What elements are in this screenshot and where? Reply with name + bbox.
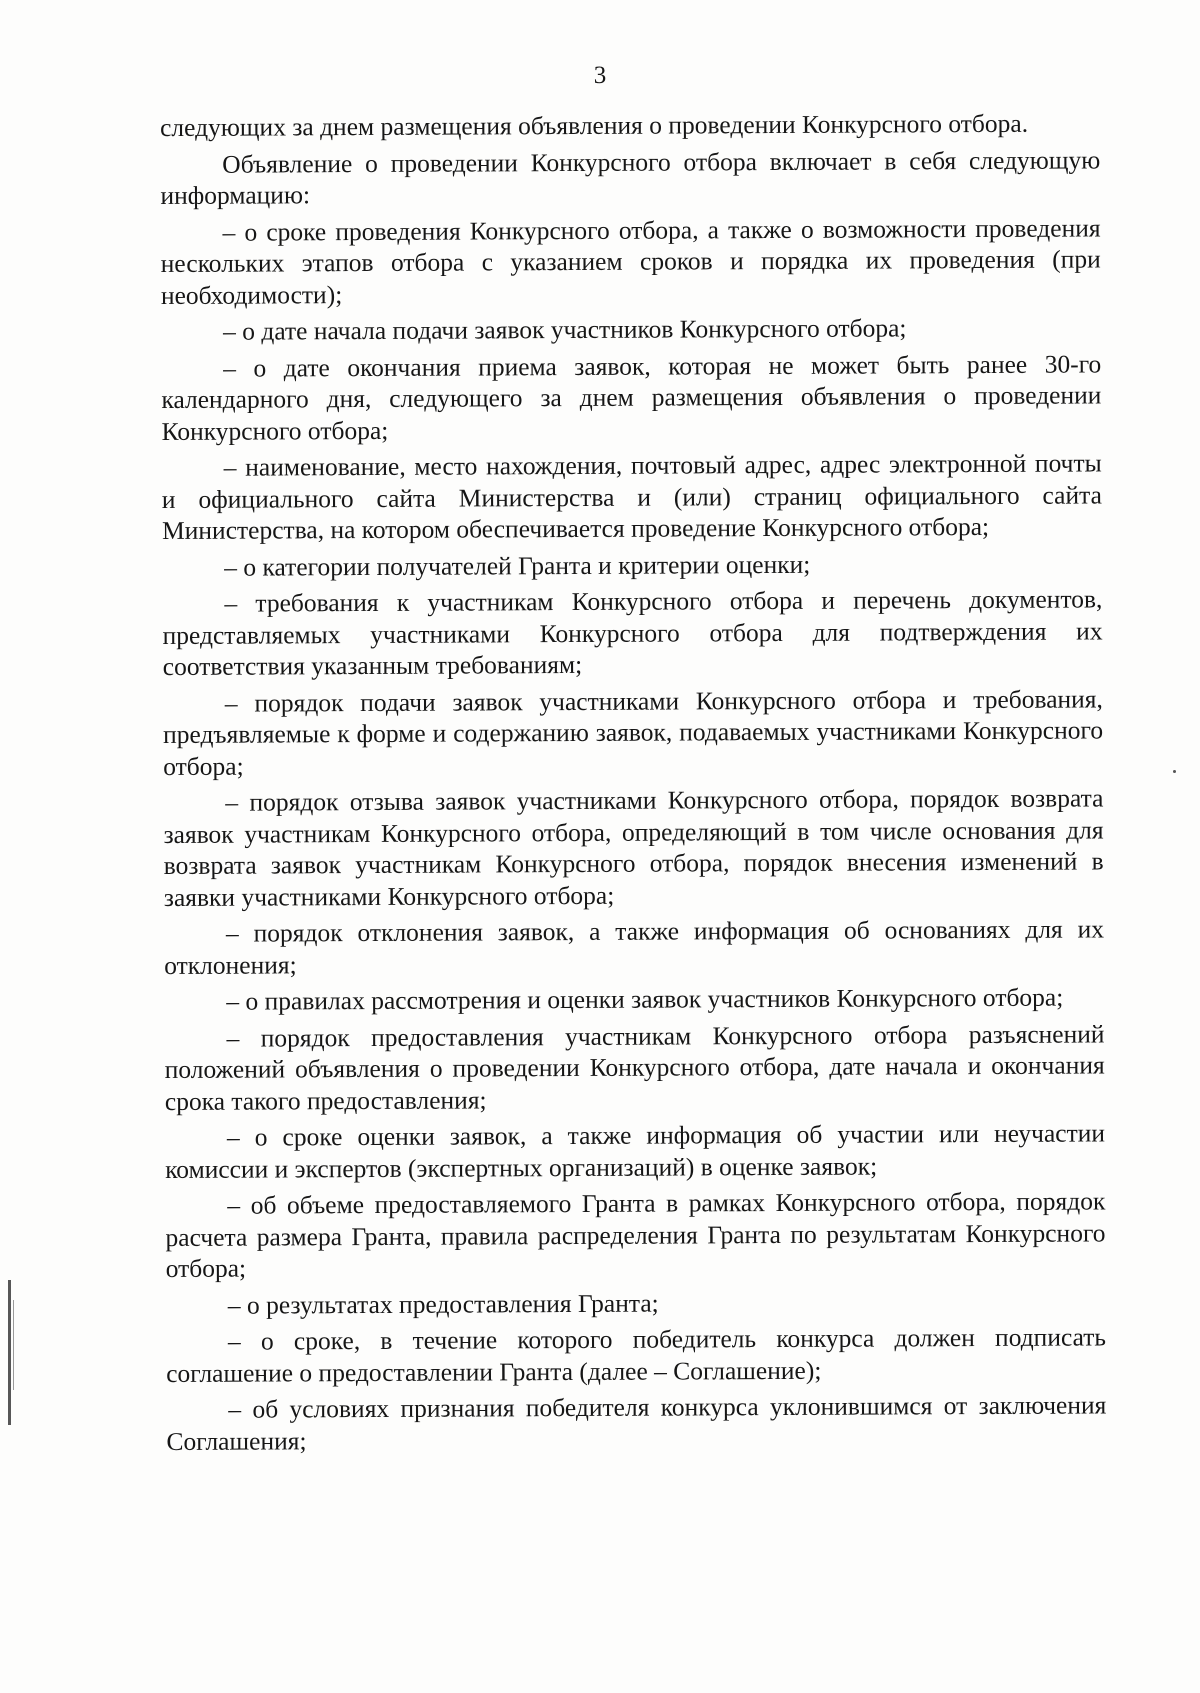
list-item: – о сроке, в течение которого победитель конкурса должен подписать соглашение о предоставлении Гранта (далее – Соглашение); [166, 1322, 1107, 1388]
list-item: – об условиях признания победителя конкурса уклонившимся от заключения Соглашения; [166, 1390, 1107, 1456]
paragraph-announcement-intro: Объявление о проведении Конкурсного отбора включает в себя следующую информацию: [160, 144, 1101, 210]
list-item: – о сроке проведения Конкурсного отбора, а также о возможности проведения нескольких этапов отбора с указанием сроков и порядка их проведения (при необходимости); [160, 212, 1101, 310]
list-item: – об объеме предоставляемого Гранта в рамках Конкурсного отбора, порядок расчета размера Гранта, правила распределения Гранта по результатам Конкурсного отбора; [165, 1186, 1106, 1283]
list-item: – о дате начала подачи заявок участников Конкурсного отбора; [223, 313, 907, 346]
scan-speck [1173, 770, 1176, 773]
paragraph-continuation: следующих за днем размещения объявления о проведении Конкурсного отбора. [160, 108, 1029, 142]
document-body [160, 107, 1107, 1462]
list-item: – порядок подачи заявок участниками Конкурсного отбора и требования, предъявляемые к форме и содержанию заявок, подаваемых участниками Конкурсного отбора; [162, 683, 1104, 781]
list-item: – наименование, место нахождения, почтовый адрес, адрес электронной почты и официального сайта Министерства и (или) страниц официального сайта Министерства, на котором обеспечивается проведение Конкурсного отбора; [161, 448, 1102, 545]
scan-edge-mark [8, 1280, 11, 1425]
list-item: – о сроке оценки заявок, а также информация об участии или неучастии комиссии и экспертов (экспертных организаций) в оценке заявок; [165, 1118, 1106, 1184]
list-item: – о категории получателей Гранта и критерии оценки; [224, 549, 811, 582]
list-item: – о дате окончания приема заявок, которая не может быть ранее 30-го календарного дня, следующего за днем размещения объявления о проведении Конкурсного отбора; [161, 348, 1102, 446]
list-item: – порядок предоставления участникам Конкурсного отбора разъяснений положений объявления о проведении Конкурсного отбора, дате начала и окончания срока такого предоставления; [164, 1018, 1105, 1116]
list-item: – порядок отзыва заявок участниками Конкурсного отбора, порядок возврата заявок участникам Конкурсного отбора, определяющий в том числе основания для возврата заявок участникам Конкурсного отбора, порядок внесения изменений в заявки участниками Конкурсного отбора; [163, 783, 1104, 912]
list-item: – о правилах рассмотрения и оценки заявок участников Конкурсного отбора; [226, 982, 1064, 1016]
list-item: – требования к участникам Конкурсного отбора и перечень документов, представляемых участниками Конкурсного отбора для подтверждения их соответствия указанным требованиям; [162, 584, 1103, 681]
scan-edge-mark [13, 1300, 14, 1390]
page-number: 3 [593, 62, 607, 89]
list-item: – порядок отклонения заявок, а также информация об основаниях для их отклонения; [164, 914, 1105, 980]
list-item: – о результатах предоставления Гранта; [227, 1288, 659, 1320]
